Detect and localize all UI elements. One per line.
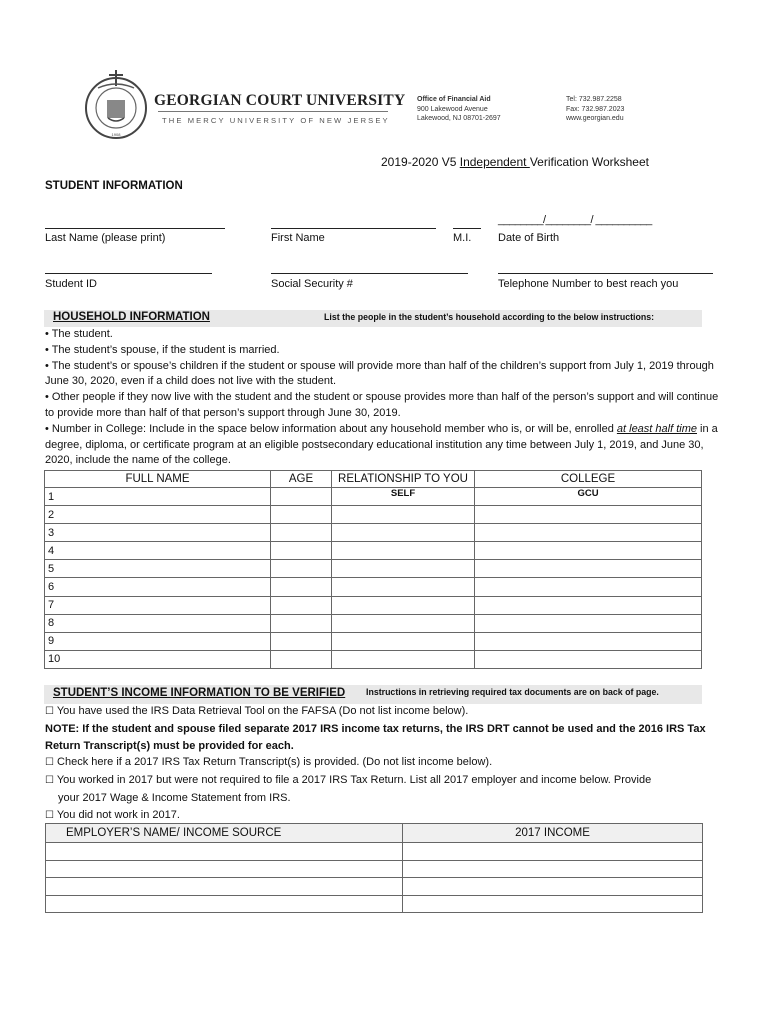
table-row bbox=[45, 560, 702, 578]
last-name-label: Last Name (please print) bbox=[45, 232, 166, 244]
table-row bbox=[45, 650, 702, 668]
household-instructions bbox=[45, 327, 725, 469]
col-college: COLLEGE bbox=[475, 471, 702, 488]
employer-income-table bbox=[45, 823, 703, 913]
college-cell[interactable] bbox=[475, 560, 702, 578]
income-header-bar bbox=[44, 685, 702, 704]
col-relationship: RELATIONSHIP TO YOU bbox=[332, 471, 475, 488]
college-cell[interactable] bbox=[475, 578, 702, 596]
full-name-cell[interactable]: 9 bbox=[45, 632, 271, 650]
table-row bbox=[45, 542, 702, 560]
student-id-input[interactable] bbox=[45, 273, 212, 274]
table-row bbox=[46, 843, 703, 861]
dob-input[interactable]: ________/________/ __________ bbox=[498, 214, 652, 226]
full-name-cell[interactable]: 1 bbox=[45, 488, 271, 506]
college-note bbox=[45, 422, 725, 469]
household-instruction: List the people in the student’s household according to the below instructions: bbox=[324, 312, 655, 322]
option-transcript bbox=[45, 754, 725, 772]
first-name-input[interactable] bbox=[271, 228, 436, 229]
household-bullet: • The student. bbox=[45, 328, 113, 340]
table-row bbox=[45, 632, 702, 650]
university-name: GEORGIAN COURT UNIVERSITY bbox=[154, 92, 406, 109]
age-cell[interactable] bbox=[271, 524, 332, 542]
college-cell[interactable] bbox=[475, 650, 702, 668]
header-rule bbox=[158, 111, 388, 112]
full-name-cell[interactable]: 8 bbox=[45, 614, 271, 632]
college-cell[interactable] bbox=[475, 614, 702, 632]
col-full-name: FULL NAME bbox=[45, 471, 271, 488]
college-cell[interactable] bbox=[475, 596, 702, 614]
col-employer: EMPLOYER’S NAME/ INCOME SOURCE bbox=[46, 824, 403, 843]
table-row bbox=[45, 578, 702, 596]
col-age: AGE bbox=[271, 471, 332, 488]
first-name-label: First Name bbox=[271, 232, 325, 244]
age-cell[interactable] bbox=[271, 560, 332, 578]
option-no-work-label: You did not work in 2017. bbox=[56, 808, 180, 821]
household-table bbox=[44, 470, 702, 669]
option-transcript-label: Check here if a 2017 IRS Tax Return Transcript(s) is provided. (Do not list income below). bbox=[57, 756, 493, 769]
option-drt bbox=[45, 703, 725, 721]
office-name: Office of Financial Aid bbox=[417, 96, 491, 103]
office-street: 900 Lakewood Avenue bbox=[417, 105, 488, 113]
income-options bbox=[45, 703, 725, 825]
title-underlined: Independent bbox=[459, 155, 530, 169]
college-note-pre: • Number in College: Include in the space below information about any household member who is, or will be, enrolled bbox=[45, 422, 617, 435]
col-2017-income: 2017 INCOME bbox=[403, 824, 703, 843]
income-cell[interactable] bbox=[403, 895, 703, 913]
option-worked bbox=[45, 772, 725, 790]
relationship-cell[interactable] bbox=[332, 560, 475, 578]
last-name-input[interactable] bbox=[45, 228, 225, 229]
relationship-cell[interactable] bbox=[332, 596, 475, 614]
full-name-cell[interactable]: 10 bbox=[45, 650, 271, 668]
office-fax: Fax: 732.987.2023 bbox=[566, 105, 625, 113]
employer-cell[interactable] bbox=[46, 843, 403, 861]
mi-input[interactable] bbox=[453, 228, 481, 229]
relationship-cell[interactable] bbox=[332, 614, 475, 632]
household-heading: HOUSEHOLD INFORMATION bbox=[53, 311, 210, 323]
student-id-label: Student ID bbox=[45, 278, 97, 290]
income-note: NOTE: If the student and spouse filed separate 2017 IRS income tax returns, the IRS DRT cannot be used and the 2016 IRS Tax Return Transcript(s) must be provided for each. bbox=[45, 722, 706, 752]
household-bullet: • The student’s spouse, if the student is married. bbox=[45, 343, 280, 356]
checkbox-transcript[interactable]: ☐ bbox=[45, 757, 54, 769]
university-tagline: THE MERCY UNIVERSITY OF NEW JERSEY bbox=[162, 116, 390, 125]
relationship-cell[interactable]: SELF bbox=[332, 488, 475, 506]
ssn-input[interactable] bbox=[271, 273, 468, 274]
college-cell[interactable] bbox=[475, 506, 702, 524]
household-bullet: • The student’s or spouse’s children if the student or spouse will provide more than half of the children’s support from July 1, 2019 through June 30, 2020, even if a child does not live with the student. bbox=[45, 359, 714, 388]
table-row bbox=[45, 524, 702, 542]
option-no-work bbox=[45, 807, 725, 825]
table-row bbox=[45, 488, 702, 506]
college-cell[interactable]: GCU bbox=[475, 488, 702, 506]
income-heading: STUDENT’S INCOME INFORMATION TO BE VERIFIED bbox=[53, 687, 346, 699]
household-bullet: • Other people if they now live with the student and the student or spouse provides more than half of the person’s support and will continue to provide more than half of that person’s support through June 30, 2019. bbox=[45, 391, 719, 419]
employer-cell[interactable] bbox=[46, 878, 403, 896]
full-name-cell[interactable]: 5 bbox=[45, 560, 271, 578]
household-header-bar bbox=[44, 310, 702, 327]
phone-input[interactable] bbox=[498, 273, 713, 274]
office-tel: Tel: 732.987.2258 bbox=[566, 96, 622, 103]
title-suffix: Verification Worksheet bbox=[529, 155, 649, 169]
college-cell[interactable] bbox=[475, 524, 702, 542]
age-cell[interactable] bbox=[271, 488, 332, 506]
option-drt-label: You have used the IRS Data Retrieval Tool on the FAFSA (Do not list income below). bbox=[56, 705, 469, 717]
age-cell[interactable] bbox=[271, 650, 332, 668]
option-worked-label: You worked in 2017 but were not required to file a 2017 IRS Tax Return. List all 2017 employer and income below. Provide bbox=[56, 774, 652, 787]
mi-label: M.I. bbox=[453, 232, 472, 244]
checkbox-worked[interactable]: ☐ bbox=[45, 775, 54, 787]
relationship-cell[interactable] bbox=[332, 506, 475, 524]
full-name-cell[interactable]: 4 bbox=[45, 542, 271, 560]
age-cell[interactable] bbox=[271, 596, 332, 614]
checkbox-drt[interactable]: ☐ bbox=[45, 706, 54, 717]
relationship-cell[interactable] bbox=[332, 542, 475, 560]
table-row bbox=[45, 614, 702, 632]
table-row bbox=[46, 895, 703, 913]
income-instruction: Instructions in retrieving required tax documents are on back of page. bbox=[366, 687, 659, 697]
option-worked-continued: your 2017 Wage & Income Statement from IRS. bbox=[58, 791, 291, 804]
income-cell[interactable] bbox=[403, 843, 703, 861]
college-cell[interactable] bbox=[475, 632, 702, 650]
full-name-cell[interactable]: 7 bbox=[45, 596, 271, 614]
age-cell[interactable] bbox=[271, 614, 332, 632]
office-contact bbox=[566, 95, 624, 124]
student-info-heading: STUDENT INFORMATION bbox=[45, 180, 183, 192]
employer-cell[interactable] bbox=[46, 895, 403, 913]
checkbox-no-work[interactable]: ☐ bbox=[45, 809, 54, 821]
age-cell[interactable] bbox=[271, 578, 332, 596]
college-note-post: in a degree, diploma, or certificate program at an eligible postsecondary educational institution any time between July 1, 2019, and June 30, 2020, include the name of the college. bbox=[45, 422, 718, 467]
table-row bbox=[45, 596, 702, 614]
age-cell[interactable] bbox=[271, 506, 332, 524]
table-row bbox=[46, 860, 703, 878]
title-prefix: 2019-2020 V5 bbox=[381, 155, 460, 169]
income-cell[interactable] bbox=[403, 878, 703, 896]
relationship-cell[interactable] bbox=[332, 524, 475, 542]
office-web: www.georgian.edu bbox=[566, 115, 624, 122]
age-cell[interactable] bbox=[271, 632, 332, 650]
phone-label: Telephone Number to best reach you bbox=[498, 278, 679, 290]
dob-label: Date of Birth bbox=[498, 232, 560, 244]
age-cell[interactable] bbox=[271, 542, 332, 560]
full-name-cell[interactable]: 6 bbox=[45, 578, 271, 596]
college-cell[interactable] bbox=[475, 542, 702, 560]
table-row bbox=[46, 878, 703, 896]
full-name-cell[interactable]: 2 bbox=[45, 506, 271, 524]
university-seal-logo bbox=[78, 66, 154, 142]
worksheet-title bbox=[381, 155, 649, 169]
relationship-cell[interactable] bbox=[332, 650, 475, 668]
college-note-emphasis: at least half time bbox=[616, 422, 697, 435]
ssn-label: Social Security # bbox=[271, 278, 353, 290]
office-address bbox=[417, 95, 501, 124]
svg-text:1908: 1908 bbox=[111, 132, 121, 137]
income-cell[interactable] bbox=[403, 860, 703, 878]
table-row bbox=[45, 506, 702, 524]
relationship-cell[interactable] bbox=[332, 578, 475, 596]
employer-cell[interactable] bbox=[46, 860, 403, 878]
full-name-cell[interactable]: 3 bbox=[45, 524, 271, 542]
office-city: Lakewood, NJ 08701-2697 bbox=[417, 115, 501, 122]
relationship-cell[interactable] bbox=[332, 632, 475, 650]
